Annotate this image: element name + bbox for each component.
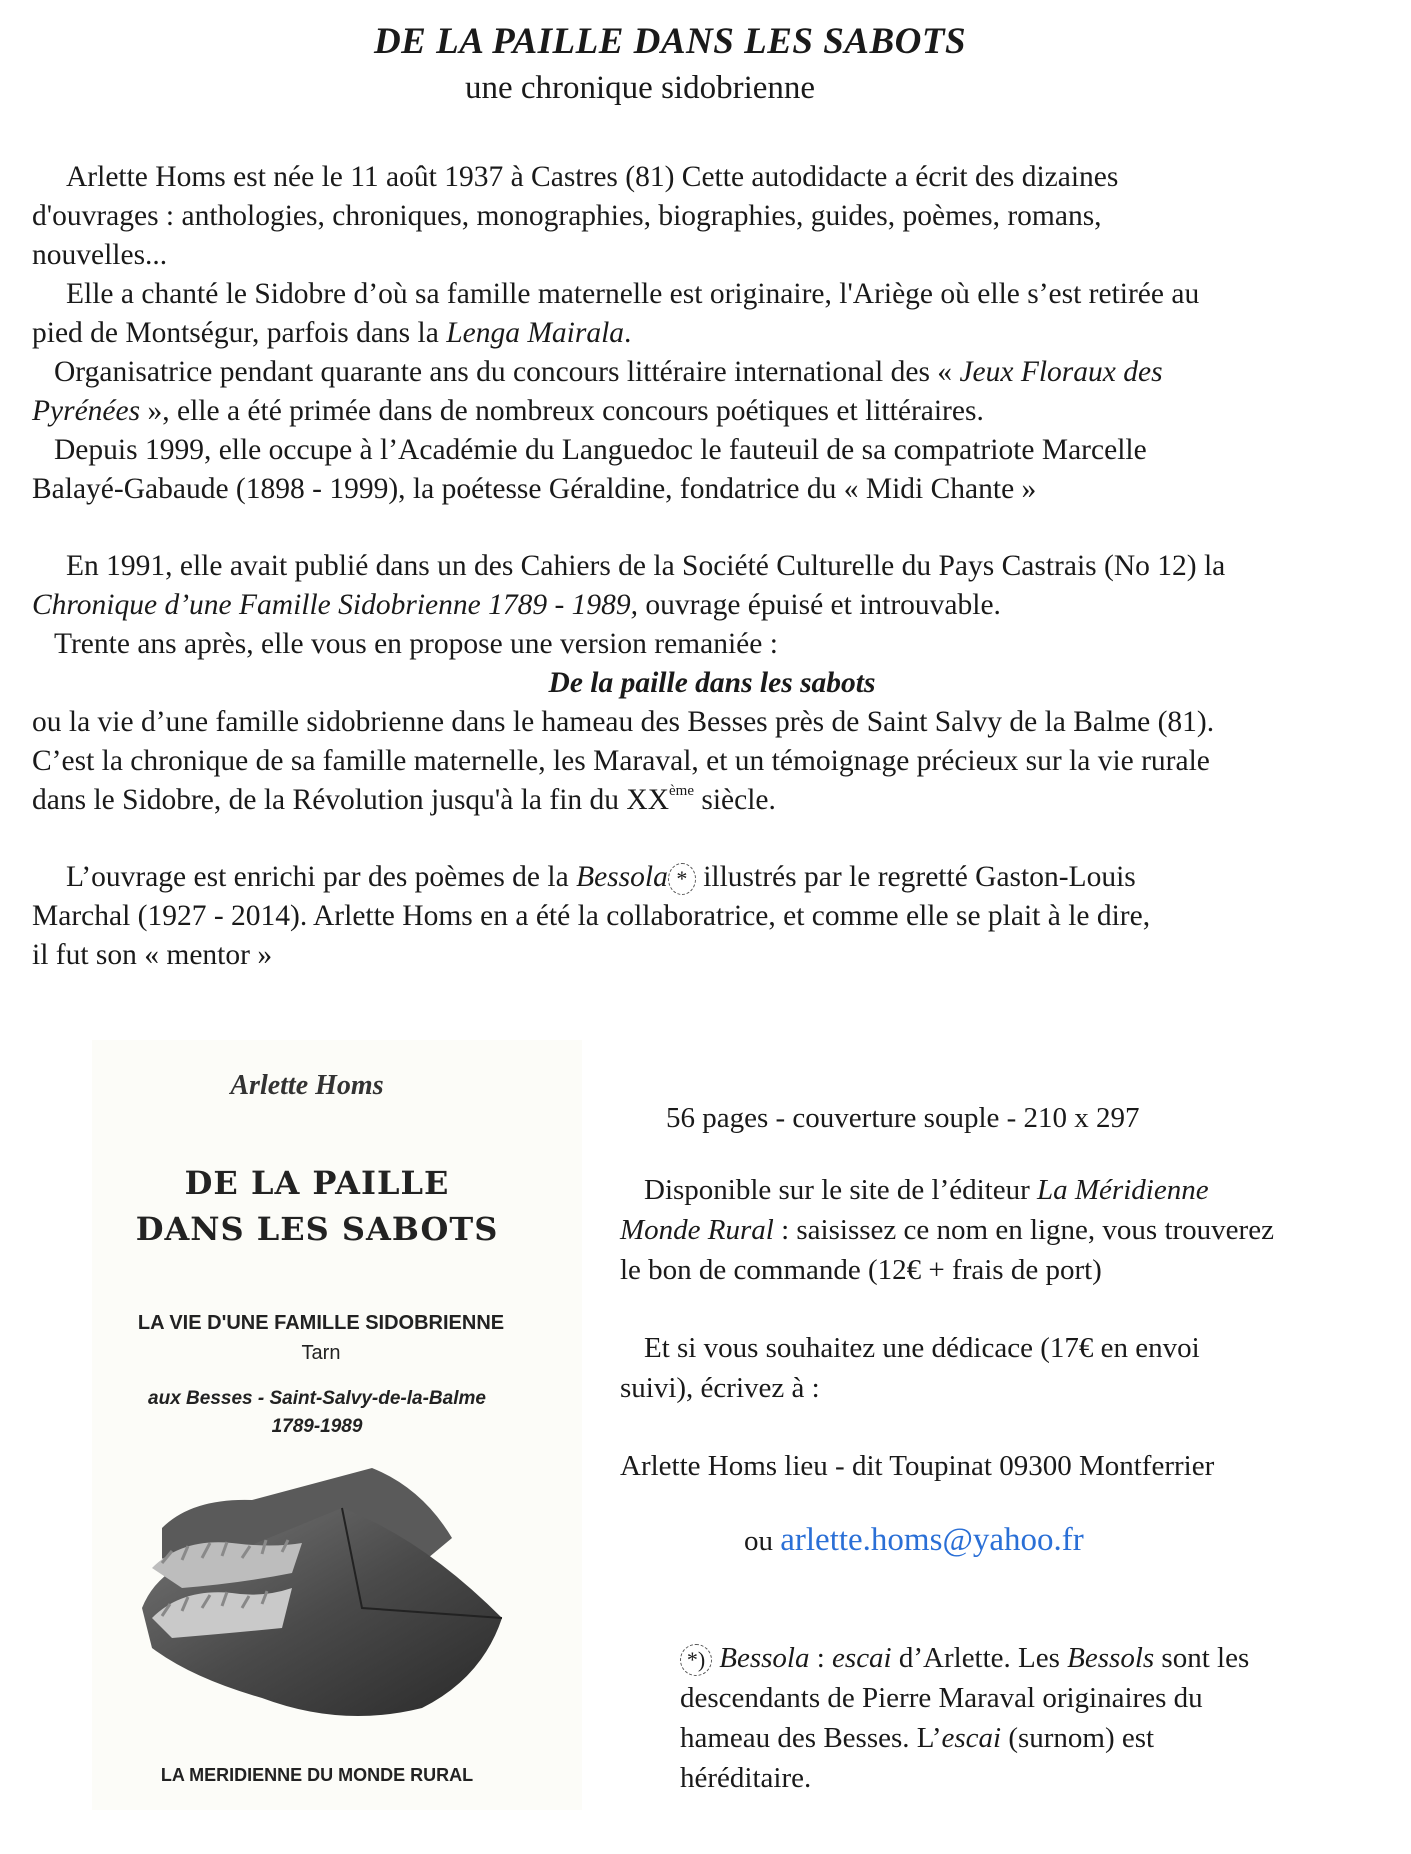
paragraph-version bbox=[32, 625, 1392, 664]
italic-text: La Méridienne bbox=[1037, 1174, 1209, 1206]
paragraph-ouvrage bbox=[32, 858, 1392, 975]
availability bbox=[620, 1170, 1390, 1290]
paragraph-intro bbox=[32, 158, 1392, 275]
paragraph-organisatrice bbox=[32, 353, 1392, 431]
text-line: suivi), écrivez à : bbox=[620, 1372, 820, 1404]
paragraph-chronique bbox=[32, 703, 1392, 820]
text-line: : saisissez ce nom en ligne, vous trouverez bbox=[773, 1214, 1274, 1246]
paragraph-1991 bbox=[32, 547, 1392, 625]
text-line: : bbox=[809, 1642, 833, 1674]
text-line: (surnom) est bbox=[1001, 1722, 1155, 1754]
cover-title bbox=[72, 1160, 562, 1252]
italic-text: Pyrénées bbox=[32, 395, 141, 427]
text-line: sont les bbox=[1154, 1642, 1250, 1674]
cover-publisher: LA MERIDIENNE DU MONDE RURAL bbox=[160, 1765, 474, 1785]
email-line bbox=[620, 1520, 1390, 1561]
cover-subtitle-line: LA VIE D'UNE FAMILLE SIDOBRIENNE bbox=[137, 1312, 505, 1334]
page-subtitle: une chronique sidobrienne bbox=[464, 70, 816, 106]
text-line: Marchal (1927 - 2014). Arlette Homs en a été la collaboratrice, et comme elle se plait à le dire, bbox=[32, 900, 1151, 932]
italic-text: Bessols bbox=[1067, 1642, 1155, 1674]
text-line: ou bbox=[744, 1525, 781, 1557]
text-line: », elle a été primée dans de nombreux concours poétiques et littéraires. bbox=[140, 395, 984, 427]
text-line: dans le Sidobre, de la Révolution jusqu'à la fin du XX bbox=[32, 784, 670, 816]
text-line: Arlette Homs est née le 11 août 1937 à Castres (81) Cette autodidacte a écrit des dizaines bbox=[66, 161, 1119, 193]
book-title-inline: De la paille dans les sabots bbox=[548, 667, 876, 699]
text-line: siècle. bbox=[694, 784, 776, 816]
text-line: pied de Montségur, parfois dans la bbox=[32, 317, 447, 349]
text-line: Et si vous souhaitez une dédicace (17€ en envoi bbox=[644, 1332, 1200, 1364]
text-line: d'ouvrages : anthologies, chroniques, monographies, biographies, guides, poèmes, romans, bbox=[32, 200, 1102, 232]
text-line: Trente ans après, elle vous en propose une version remaniée : bbox=[54, 628, 778, 660]
text-line: En 1991, elle avait publié dans un des Cahiers de la Société Culturelle du Pays Castrais (No 12) la bbox=[66, 550, 1226, 582]
cover-place-line: aux Besses - Saint-Salvy-de-la-Balme bbox=[148, 1388, 486, 1409]
cover-author: Arlette Homs bbox=[230, 1070, 384, 1101]
order-info bbox=[620, 1098, 1390, 1561]
italic-text: escai bbox=[832, 1642, 892, 1674]
text-line: L’ouvrage est enrichi par des poèmes de la bbox=[66, 861, 577, 893]
footnote bbox=[680, 1638, 1360, 1798]
footnote-marker: *) bbox=[680, 1644, 712, 1676]
text-line: Organisatrice pendant quarante ans du concours littéraire international des « bbox=[54, 356, 960, 388]
text-line: Elle a chanté le Sidobre d’où sa famille maternelle est originaire, l'Ariège où elle s’est retirée au bbox=[66, 278, 1200, 310]
dedicace bbox=[620, 1328, 1390, 1408]
text-line: d’Arlette. Les bbox=[891, 1642, 1068, 1674]
text-line: C’est la chronique de sa famille maternelle, les Maraval, et un témoignage précieux sur la vie rurale bbox=[32, 745, 1210, 777]
text-line: Balayé-Gabaude (1898 - 1999), la poétesse Géraldine, fondatrice du « Midi Chante » bbox=[32, 473, 1037, 505]
text-line: 56 pages - couverture souple - 210 x 297 bbox=[666, 1102, 1140, 1134]
text-line: . bbox=[624, 317, 632, 349]
main-text bbox=[32, 158, 1392, 975]
cover-place-line: 1789-1989 bbox=[271, 1416, 363, 1437]
text-line: illustrés par le regretté Gaston-Louis bbox=[695, 861, 1136, 893]
italic-text: Lenga Mairala bbox=[446, 317, 625, 349]
italic-text: Bessola bbox=[576, 861, 668, 893]
text-line: Disponible sur le site de l’éditeur bbox=[644, 1174, 1038, 1206]
postal-address: Arlette Homs lieu - dit Toupinat 09300 Montferrier bbox=[620, 1450, 1215, 1482]
text-line: il fut son « mentor » bbox=[32, 939, 273, 971]
cover-title-line: DANS LES SABOTS bbox=[135, 1210, 499, 1248]
book-cover bbox=[92, 1040, 582, 1810]
cover-subtitle-line: Tarn bbox=[301, 1342, 341, 1364]
cover-title-line: DE LA PAILLE bbox=[184, 1164, 450, 1202]
text-line: ouvrage épuisé et introuvable. bbox=[638, 589, 1001, 621]
superscript: ème bbox=[669, 783, 694, 799]
text-line: Depuis 1999, elle occupe à l’Académie du Languedoc le fauteuil de sa compatriote Marcelle bbox=[54, 434, 1147, 466]
paragraph-academie bbox=[32, 431, 1392, 509]
italic-text: Jeux Floraux des bbox=[959, 356, 1163, 388]
page-title: DE LA PAILLE DANS LES SABOTS bbox=[373, 21, 967, 62]
text-line: nouvelles... bbox=[32, 239, 168, 271]
footnote-marker: * bbox=[668, 863, 696, 895]
italic-text: escai bbox=[941, 1722, 1002, 1754]
text-line: héréditaire. bbox=[680, 1762, 812, 1794]
text-line: hameau des Besses. L’ bbox=[680, 1722, 942, 1754]
sabot-icon bbox=[122, 1448, 522, 1738]
text-line: le bon de commande (12€ + frais de port) bbox=[620, 1254, 1102, 1286]
paragraph-sidobre bbox=[32, 275, 1392, 353]
text-line: descendants de Pierre Maraval originaires du bbox=[680, 1682, 1203, 1714]
italic-text: Monde Rural bbox=[620, 1214, 774, 1246]
email-link[interactable]: arlette.homs@yahoo.fr bbox=[780, 1522, 1084, 1558]
italic-text: Chronique d’une Famille Sidobrienne 1789 - 1989, bbox=[32, 589, 639, 621]
cover-place bbox=[72, 1385, 562, 1441]
cover-subtitle bbox=[76, 1308, 566, 1368]
italic-text: Bessola bbox=[719, 1642, 810, 1674]
book-specs bbox=[620, 1098, 1390, 1138]
text-line: ou la vie d’une famille sidobrienne dans le hameau des Besses près de Saint Salvy de la Balme (81). bbox=[32, 706, 1215, 738]
